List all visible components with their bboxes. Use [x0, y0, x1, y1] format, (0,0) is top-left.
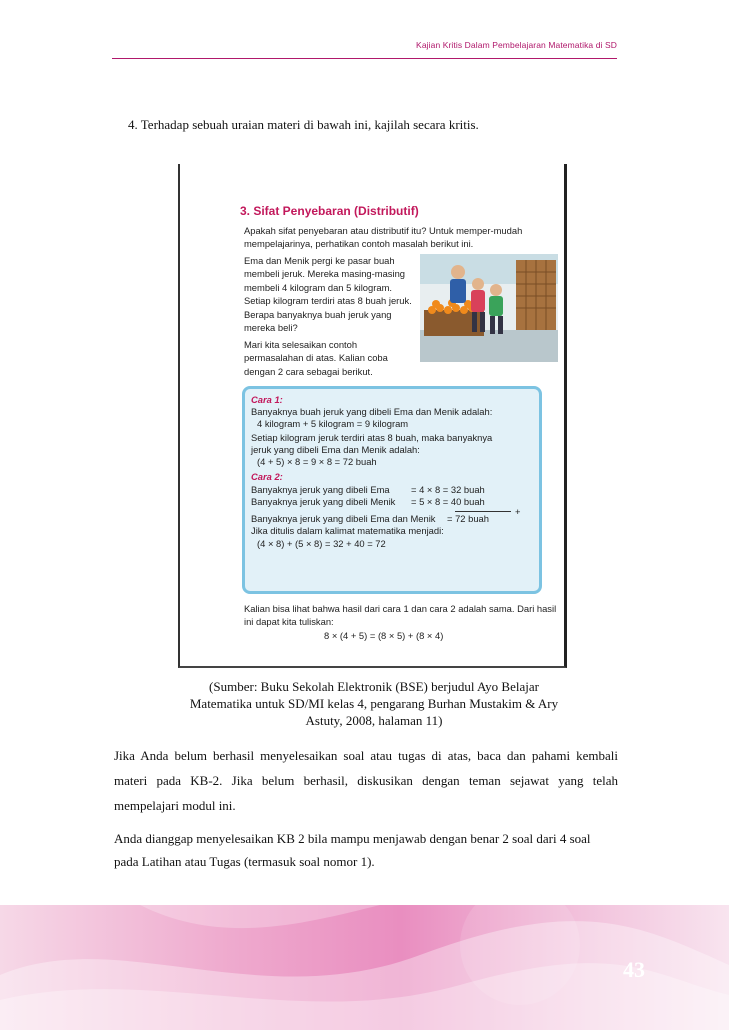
distributive-formula: 8 × (4 + 5) = (8 × 5) + (8 × 4)	[324, 630, 444, 641]
section-title: 3. Sifat Penyebaran (Distributif)	[240, 204, 419, 218]
cara-2-line-4: Jika ditulis dalam kalimat matematika menjadi:	[251, 525, 444, 536]
cara-1-heading: Cara 1:	[251, 394, 283, 405]
cara-2-row-2-value: = 5 × 8 = 40 buah	[411, 496, 485, 507]
cara-2-row-3-value: = 72 buah	[447, 513, 489, 524]
textbook-page	[194, 168, 557, 662]
plus-sign: +	[515, 506, 521, 517]
intro-paragraph: Apakah sifat penyebaran atau distributif itu? Untuk memper-mudah mempelajarinya, perhatikan contoh masalah berikut ini.	[244, 225, 523, 250]
cara-1-line-1: Banyaknya buah jeruk yang dibeli Ema dan Menik adalah:	[251, 406, 493, 417]
cara-2-row-2-label: Banyaknya jeruk yang dibeli Menik	[251, 496, 396, 507]
textbook-excerpt-figure	[178, 164, 567, 668]
solve-paragraph: Mari kita selesaikan contoh permasalahan di atas. Kalian coba dengan 2 cara sebagai berikut.	[244, 339, 388, 377]
question-4: 4. Terhadap sebuah uraian materi di bawah ini, kajilah secara kritis.	[128, 117, 479, 132]
footer-wave-decoration	[0, 905, 729, 1030]
page-number: 43	[623, 957, 645, 982]
caption-line-1: (Sumber: Buku Sekolah Elektronik (BSE) berjudul Ayo Belajar	[209, 679, 539, 694]
page-footer-band	[0, 905, 729, 1030]
cara-1-line-2: 4 kilogram + 5 kilogram = 9 kilogram	[257, 418, 409, 429]
cara-1-line-3: Setiap kilogram jeruk terdiri atas 8 buah, maka banyaknya	[251, 432, 493, 443]
cara-2-row-1-value: = 4 × 8 = 32 buah	[411, 484, 485, 495]
page-header	[0, 0, 729, 64]
story-paragraph: Ema dan Menik pergi ke pasar buah membeli jeruk. Mereka masing-masing membeli 4 kilogram dan 5 kilogram. Setiap kilogram terdiri atas 8 buah jeruk. Berapa banyaknya buah jeruk yang mereka beli?	[244, 255, 412, 334]
caption-line-2: Matematika untuk SD/MI kelas 4, pengarang Burhan Mustakim & Ary	[189, 696, 559, 711]
cara-2-row-1-label: Banyaknya jeruk yang dibeli Ema	[251, 484, 390, 495]
cara-2-row-3-label: Banyaknya jeruk yang dibeli Ema dan Menik	[251, 513, 436, 524]
cara-2-line-5: (4 × 8) + (5 × 8) = 32 + 40 = 72	[257, 538, 386, 549]
cara-2-heading: Cara 2:	[251, 471, 283, 482]
guidance-paragraph: Jika Anda belum berhasil menyelesaikan soal atau tugas di atas, baca dan pahami kembali materi pada KB-2. Jika belum berhasil, diskusikan dengan teman sejawat yang telah mempelajari modul ini.	[114, 748, 618, 813]
cara-solution-box	[242, 386, 542, 594]
sum-rule	[455, 511, 511, 512]
cara-1-line-4: jeruk yang dibeli Ema dan Menik adalah:	[251, 444, 420, 455]
market-illustration	[420, 254, 558, 362]
caption-line-3: Astuty, 2008, halaman 11)	[305, 713, 443, 728]
header-rule	[112, 58, 617, 59]
figure-caption	[156, 678, 592, 729]
completion-criteria-paragraph: Anda dianggap menyelesaikan KB 2 bila mampu menjawab dengan benar 2 soal dari 4 soal pada Latihan atau Tugas (termasuk soal nomor 1).	[114, 831, 591, 869]
cara-1-line-5: (4 + 5) × 8 = 9 × 8 = 72 buah	[257, 456, 377, 467]
running-header-title: Kajian Kritis Dalam Pembelajaran Matematika di SD	[416, 40, 617, 50]
conclusion-paragraph: Kalian bisa lihat bahwa hasil dari cara 1 dan cara 2 adalah sama. Dari hasil ini dapat kita tuliskan:	[244, 603, 557, 628]
